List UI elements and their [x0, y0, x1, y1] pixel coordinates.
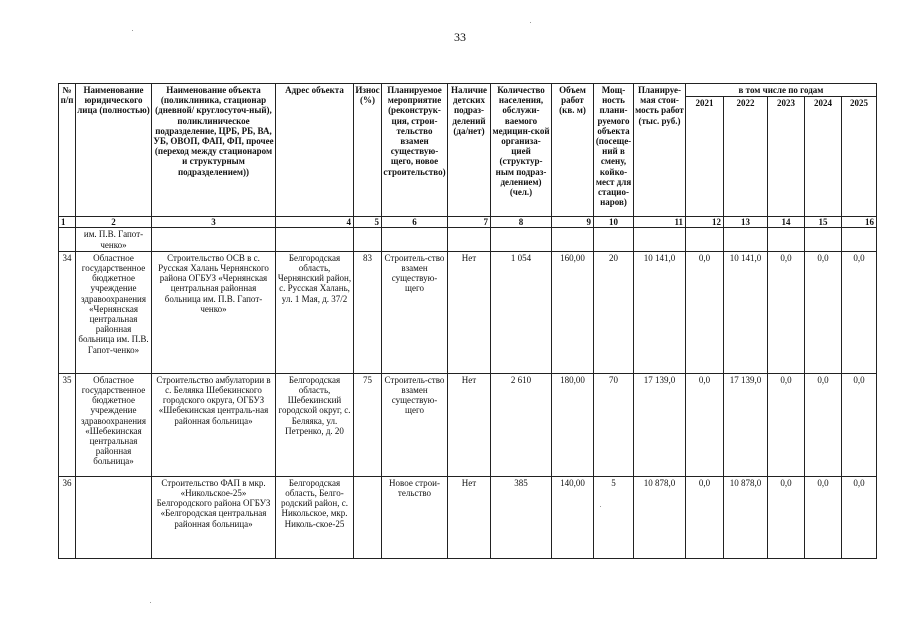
table-cell: [354, 228, 382, 251]
table-row: [59, 476, 877, 558]
row-children: Нет: [448, 251, 491, 373]
column-number: 6: [382, 217, 448, 228]
scan-speck: [530, 22, 531, 23]
row-wear: 83: [354, 251, 382, 373]
header-address: Адрес объекта: [276, 84, 354, 217]
table-cell: [552, 228, 594, 251]
header-object: Наименование объекта (поликлиника, стационар (дневной/ круглосуточ-ный), поликлиническое подразделение, ЦРБ, РБ, ВА, УБ, ОВОП, ФАП, ФП, прочее (переход между стационаром и структурным подразделением)): [152, 84, 276, 217]
row-year-2024: 0,0: [805, 251, 842, 373]
row-object: Строительство амбулатории в с. Беляяка Шебекинского городского округа, ОГБУЗ «Шебекинская централь-ная районная больница»: [152, 373, 276, 476]
table-cell: [768, 228, 805, 251]
scan-speck: [600, 506, 601, 507]
column-number: 4: [276, 217, 354, 228]
row-year-2021: 0,0: [686, 476, 724, 558]
table-cell: [686, 228, 724, 251]
row-volume: 140,00: [552, 476, 594, 558]
column-number: 15: [805, 217, 842, 228]
header-year-2024: 2024: [805, 97, 842, 217]
row-children: Нет: [448, 476, 491, 558]
row-num: 36: [59, 476, 76, 558]
row-volume: 180,00: [552, 373, 594, 476]
header-entity: Наименование юридического лица (полностью): [76, 84, 152, 217]
table-cell: [152, 228, 276, 251]
table-cell: [634, 228, 686, 251]
row-capacity: 20: [594, 251, 634, 373]
column-number: 12: [686, 217, 724, 228]
row-year-2021: 0,0: [686, 251, 724, 373]
column-number: 9: [552, 217, 594, 228]
column-number: 11: [634, 217, 686, 228]
row-wear: [354, 476, 382, 558]
row-measure: Строитель-ство взамен существую-щего: [382, 373, 448, 476]
row-children: Нет: [448, 373, 491, 476]
header-row-1: [59, 84, 877, 97]
column-number: 3: [152, 217, 276, 228]
table-cell: [276, 228, 354, 251]
row-population: 385: [491, 476, 552, 558]
continuation-row: [59, 228, 877, 251]
table-cell: [842, 228, 877, 251]
header-cost: Планируе-мая стои-мость работ (тыс. руб.): [634, 84, 686, 217]
table-cell: [382, 228, 448, 251]
row-cost: 17 139,0: [634, 373, 686, 476]
row-num: 35: [59, 373, 76, 476]
table-row: [59, 251, 877, 373]
row-population: 2 610: [491, 373, 552, 476]
scan-speck: [150, 602, 151, 603]
table-row: [59, 373, 877, 476]
table-cell: [594, 228, 634, 251]
row-wear: 75: [354, 373, 382, 476]
column-number: 14: [768, 217, 805, 228]
row-year-2025: 0,0: [842, 251, 877, 373]
table-cell: [805, 228, 842, 251]
row-cost: 10 141,0: [634, 251, 686, 373]
column-number: 10: [594, 217, 634, 228]
column-number: 2: [76, 217, 152, 228]
row-year-2023: 0,0: [768, 373, 805, 476]
row-capacity: 70: [594, 373, 634, 476]
header-children: Наличие детских подраз-делений (да/нет): [448, 84, 491, 217]
header-volume: Объем работ (кв. м): [552, 84, 594, 217]
header-num: № п/п: [59, 84, 76, 217]
header-by-years: в том числе по годам: [686, 84, 877, 97]
row-year-2023: 0,0: [768, 251, 805, 373]
row-object: Строительство ФАП в мкр. «Никольское-25» Белгородского района ОГБУЗ «Белгородская центральная районная больница»: [152, 476, 276, 558]
row-entity: Областное государственное бюджетное учреждение здравоохранения «Шебекинская центральная районная больница»: [76, 373, 152, 476]
header-population: Количество населения, обслужи-ваемого медицин-ской организа-цией (структур-ным подраз-делением) (чел.): [491, 84, 552, 217]
row-year-2022: 17 139,0: [724, 373, 768, 476]
row-year-2021: 0,0: [686, 373, 724, 476]
row-year-2024: 0,0: [805, 476, 842, 558]
row-entity: [76, 476, 152, 558]
row-num: 34: [59, 251, 76, 373]
table-cell: [59, 228, 76, 251]
header-year-2022: 2022: [724, 97, 768, 217]
column-number: 8: [491, 217, 552, 228]
header-year-2021: 2021: [686, 97, 724, 217]
table-cell: [724, 228, 768, 251]
row-year-2025: 0,0: [842, 476, 877, 558]
header-capacity: Мощ-ность плани-руемого объекта (посеще-ний в смену, койко-мест для стацио-наров): [594, 84, 634, 217]
continuation-entity: им. П.В. Гапот-ченко»: [76, 228, 152, 251]
row-address: Белгородская область, Белго-родский район, с. Никольское, мкр. Николь-ское-25: [276, 476, 354, 558]
header-year-2025: 2025: [842, 97, 877, 217]
row-population: 1 054: [491, 251, 552, 373]
row-measure: Строитель-ство взамен существую-щего: [382, 251, 448, 373]
table-cell: [491, 228, 552, 251]
header-measure: Планируемое мероприятие (реконструк-ция, строи-тельство взамен существую-щего, новое строительство): [382, 84, 448, 217]
column-number: 5: [354, 217, 382, 228]
row-year-2024: 0,0: [805, 373, 842, 476]
column-number: 1: [59, 217, 76, 228]
row-object: Строительство ОСВ в с. Русская Халань Чернянского района ОГБУЗ «Чернянская центральная районная больница им. П.В. Гапот-ченко»: [152, 251, 276, 373]
column-number-row: [59, 217, 877, 228]
row-year-2023: 0,0: [768, 476, 805, 558]
column-number: 16: [842, 217, 877, 228]
row-year-2022: 10 141,0: [724, 251, 768, 373]
column-number: 7: [448, 217, 491, 228]
row-cost: 10 878,0: [634, 476, 686, 558]
column-number: 13: [724, 217, 768, 228]
row-address: Белгородская область, Чернянский район, с. Русская Халань, ул. 1 Мая, д. 37/2: [276, 251, 354, 373]
row-year-2025: 0,0: [842, 373, 877, 476]
row-measure: Новое строи-тельство: [382, 476, 448, 558]
row-year-2022: 10 878,0: [724, 476, 768, 558]
row-address: Белгородская область, Шебекинский городской округ, с. Беляяка, ул. Петренко, д. 20: [276, 373, 354, 476]
page-number: 33: [454, 30, 466, 44]
header-year-2023: 2023: [768, 97, 805, 217]
header-wear: Износ (%): [354, 84, 382, 217]
row-volume: 160,00: [552, 251, 594, 373]
scan-speck: [132, 30, 133, 31]
row-entity: Областное государственное бюджетное учреждение здравоохранения «Чернянская центральная районная больница им. П.В. Гапот-ченко»: [76, 251, 152, 373]
table-cell: [448, 228, 491, 251]
row-capacity: 5: [594, 476, 634, 558]
objects-table: [58, 83, 877, 559]
